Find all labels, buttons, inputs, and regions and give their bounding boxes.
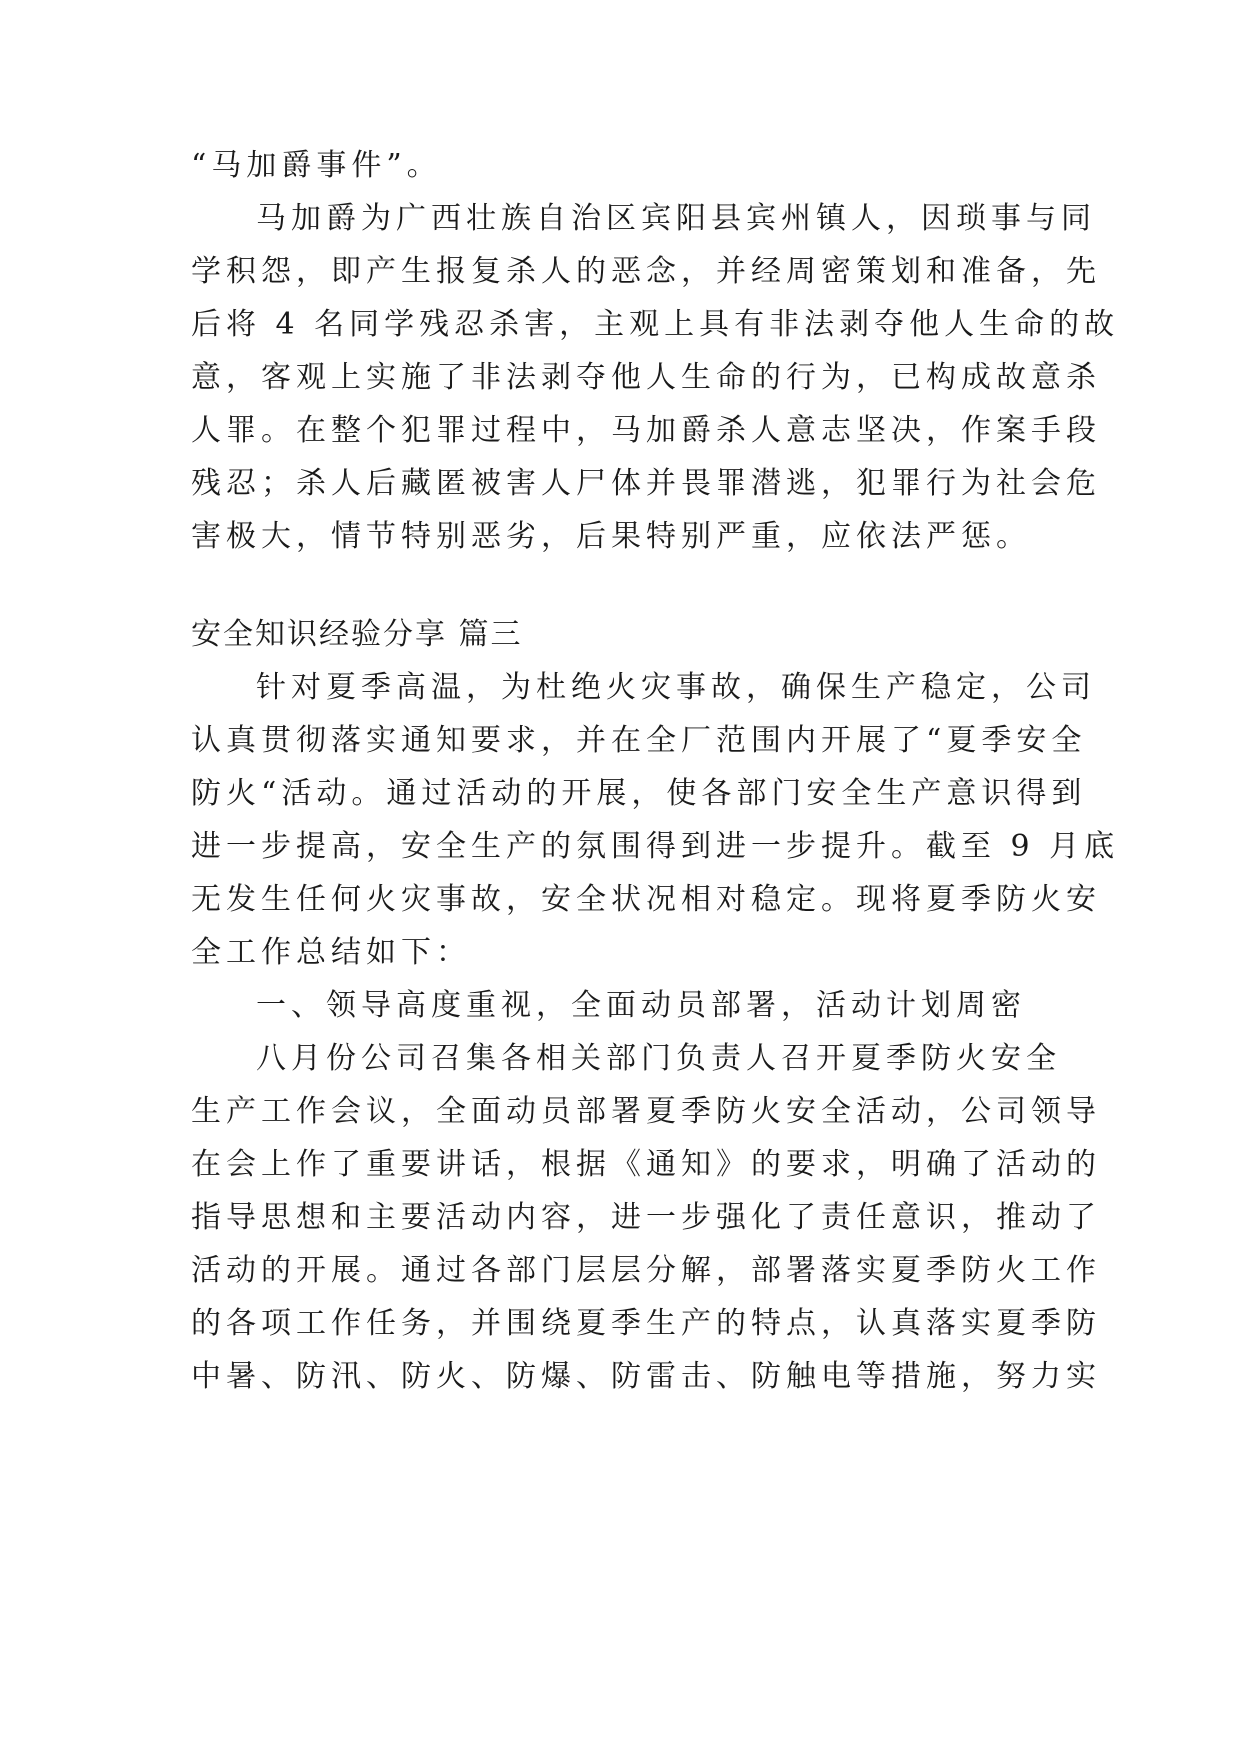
paragraph-line: 意，客观上实施了非法剥夺他人生命的行为，已构成故意杀 <box>191 360 1101 395</box>
paragraph-line: 防火“活动。通过活动的开展，使各部门安全生产意识得到 <box>191 776 1087 811</box>
paragraph-line: 残忍；杀人后藏匿被害人尸体并畏罪潜逃，犯罪行为社会危 <box>191 466 1101 501</box>
paragraph-line: 马加爵为广西壮族自治区宾阳县宾州镇人，因琐事与同 <box>256 201 1096 236</box>
paragraph-line: 人罪。在整个犯罪过程中，马加爵杀人意志坚决，作案手段 <box>191 413 1101 448</box>
paragraph-line: “马加爵事件”。 <box>191 148 442 183</box>
paragraph-line: 在会上作了重要讲话，根据《通知》的要求，明确了活动的 <box>191 1147 1101 1182</box>
paragraph-line: 后将 4 名同学残忍杀害，主观上具有非法剥夺他人生命的故 <box>191 307 1120 342</box>
paragraph-line: 指导思想和主要活动内容，进一步强化了责任意识，推动了 <box>191 1200 1101 1235</box>
section-heading: 安全知识经验分享 篇三 <box>191 617 523 652</box>
paragraph-line: 的各项工作任务，并围绕夏季生产的特点，认真落实夏季防 <box>191 1306 1101 1341</box>
paragraph-line: 学积怨，即产生报复杀人的恶念，并经周密策划和准备，先 <box>191 254 1101 289</box>
paragraph-line: 中暑、防汛、防火、防爆、防雷击、防触电等措施，努力实 <box>191 1359 1101 1394</box>
paragraph-line: 害极大，情节特别恶劣，后果特别严重，应依法严惩。 <box>191 519 1031 554</box>
paragraph-line: 无发生任何火灾事故，安全状况相对稳定。现将夏季防火安 <box>191 882 1101 917</box>
paragraph-line: 八月份公司召集各相关部门负责人召开夏季防火安全 <box>256 1041 1061 1076</box>
paragraph-line: 全工作总结如下： <box>191 935 471 970</box>
paragraph-line: 认真贯彻落实通知要求，并在全厂范围内开展了“夏季安全 <box>191 723 1087 758</box>
paragraph-line: 进一步提高，安全生产的氛围得到进一步提升。截至 9 月底 <box>191 829 1120 864</box>
subheading: 一、领导高度重视，全面动员部署，活动计划周密 <box>256 988 1026 1023</box>
paragraph-line: 生产工作会议，全面动员部署夏季防火安全活动，公司领导 <box>191 1094 1101 1129</box>
paragraph-line: 活动的开展。通过各部门层层分解，部署落实夏季防火工作 <box>191 1253 1101 1288</box>
paragraph-line: 针对夏季高温，为杜绝火灾事故，确保生产稳定，公司 <box>256 670 1096 705</box>
